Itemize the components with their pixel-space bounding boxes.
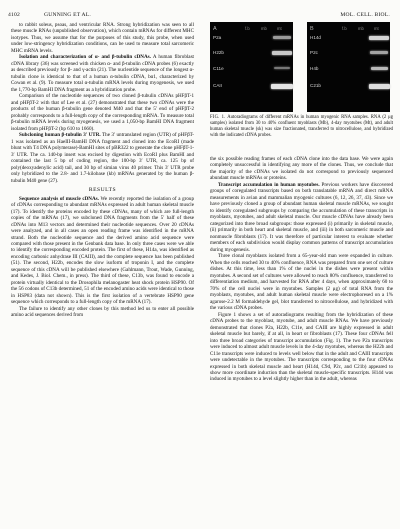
band-label: H14d — [310, 35, 321, 40]
paragraph-text: Comparison of the nucleotide sequences of two cloned β-tubulin cDNAs pHFβT-1 and pHFβT-2 with that of Lee et al. (27) demonstrated that these two cDNAs were the products of the human β-tubulin gene denoted M40 and that the 5′ end of pHFβT-2 probably corresponds to a full-length copy of the corresponding mRNA. To measure total β-tubulin mRNA levels during myogenesis, we used a 1,050-bp BamHI DNA fragment isolated from pHFβT-2 (bp 610 to 1660). — [11, 93, 194, 132]
band-label: C11e — [213, 66, 224, 71]
paragraph-text: A human fibroblast cDNA library (36) was screened with chicken α- and β-tubulin cDNA probes (6) exactly as described previously for β- and γ-actin (21). The nucleotide sequence of the longest α-tubulin clone is identical to that of a human α-tubulin cDNA, bα1, characterized by Cowan et al. (9). To measure total α-tubulin mRNA levels during myogenesis, we used the 1,770-bp BamHI DNA fragment as a hybridization probe. — [11, 54, 194, 93]
left-text-column — [11, 22, 194, 527]
paragraph-text: The failure to identify any other clones by this method led us to enter all possible amino acid sequences derived from — [11, 305, 194, 319]
paragraph — [11, 132, 194, 184]
lane-label: mt — [374, 26, 379, 31]
band-label: C21b — [310, 83, 321, 88]
running-head-journal: MOL. CELL. BIOL. — [340, 12, 390, 18]
band-label: H4b — [310, 66, 319, 71]
paragraph-runin-heading: Transcript accumulation in human myotubes. — [218, 181, 320, 188]
paragraph-runin-heading: Isolation and characterization of α- and β-tubulin cDNAs. — [19, 54, 151, 61]
panel-letter: B — [310, 26, 314, 32]
lane-label: mb — [358, 26, 364, 31]
band-label: P2c — [310, 50, 318, 55]
running-head-authors: GUNNING ET AL. — [44, 12, 91, 18]
paragraph-text: the six possible reading frames of each cDNA clone into the data base. We were again completely unsuccessful in identifying any more of the clones. Thus, we conclude that the majority of the cDNAs we isolated do not correspond to previously sequenced abundant muscle mRNAs or proteins. — [210, 156, 393, 182]
blot-panel-b — [307, 22, 390, 112]
paragraph-text: to rabbit soleus, psoas, and ventricular RNA. Strong hybridization was seen to all these muscle RNAs (unpublished observation), which contain mRNAs for different MHC isotypes. Thus, we assume that for the purposes of this study, this probe, when used under low-stringency hybridization conditions, can be used to measure total sarcomeric MHC mRNA levels. — [11, 22, 194, 54]
paragraph-text: Three clonal myoblasts isolated from a 65-year-old man were expanded in culture. When the cells reached 30 to 40% confluence, RNA was prepared from one set of culture dishes. At this time, less than 1% of the nuclei in the dishes were present within myotubes. A second set of cultures were allowed to reach 80% confluence, transferred to differentiation medium, and harvested for RNA after 4 days, when approximately 60 to 70% of the cell nuclei were in myotubes. Samples (2 μg) of total RNA from the myoblasts, myotubes, and adult human skeletal muscle were electrophoresed on a 1% agarose-2.2 M formaldehyde gel, blot transferred to nitrocellulose, and hybridized with the various cDNA probes. — [210, 253, 393, 312]
lane-label: f.b — [245, 26, 250, 31]
blot-panel-a — [210, 22, 293, 112]
paragraph — [11, 22, 194, 54]
figure-caption-label: FIG. 1. — [210, 115, 226, 120]
right-text-column — [210, 156, 393, 526]
paragraph-text: We recently reported the isolation of a group of cDNAs corresponding to abundant mRNAs expressed in adult human skeletal muscle (17). To identify the proteins encoded by these cDNAs, many of which are full-length copies of the mRNAs (17), we subcloned DNA fragments from the 5′ half of these cDNAs into M13 vectors and determined their nucleotide sequences. Over 20 cDNAs were analyzed, and in all cases an open reading frame was identified in the mRNA strand. Both the nucleotide sequence and the derived amino acid sequence were compared with those present in the Genbank data base. In only three cases were we able to identify the corresponding encoded protein. The first of these, H14a, was identified as encoding carbonic anhydrase III (CAIII), and the complete sequence has been published (51). The second, H22b, encodes the slow isoform of troponin I, and the complete sequence of this cDNA will be published elsewhere (Gahlmann, Trout, Wade, Gunning, and Kedes, J. Biol. Chem., in press). The third of these, C13b, was found to encode a protein virtually identical to the Drosophila melanogaster heat shock protein HSP90. Of the 56 codons of C13b determined, 51 of the encoded amino acids were identical to those in HSP83 (data not shown). This is the first isolation of a vertebrate HSP90 gene sequence which corresponds to a full-length copy of the mRNA (17). — [11, 195, 194, 306]
band-label: H22b — [213, 50, 224, 55]
hybridization-band — [371, 67, 388, 70]
section-heading: RESULTS — [88, 187, 117, 194]
page-header — [8, 10, 392, 20]
hybridization-band — [369, 84, 390, 89]
lane-label: f.b — [342, 26, 347, 31]
paragraph — [11, 54, 194, 93]
hybridization-band — [370, 51, 388, 54]
paragraph — [11, 306, 194, 319]
figure-caption-text: Autoradiograms of different mRNAs in human myogenic RNA samples. RNA (2 μg samples) isolated from 30 to 40% confluent myoblasts (Mb), 4-day myotubes (Mt), and adult human skeletal muscle (sk) was size fractionated, transferred to nitrocellulose, and hybridized with the indicated cDNA probes. — [210, 115, 393, 138]
paragraph-text: The 3′ untranslated region (UTR) of pHFβT-1 was isolated as an HaeIII-BamHI DNA fragment and cloned into the EcoRI (made blunt with T4 DNA polymerase)-BamHI sites of pBR322 to generate the clone pHFβT-1-3′ UTR. The ca. 140-bp insert was excised by digestion with EcoRI plus BamHI and contained the last 5 bp of coding region, the 100-bp 3′ UTR, ca. 125 bp of poly(deoxyadenylic acid) tail, and 30 bp of simian virus 40 primer. This 3′ UTR probe only hybridized to the 2.8- and 1.7-kilobase (kb) mRNAs generated by the human β-tubulin M40 gene (27). — [11, 132, 194, 184]
paragraph-runin-heading: Sequence analysis of muscle cDNAs. — [19, 195, 99, 202]
paragraph-runin-heading: Subcloning human β-tubulin 3′ UTR. — [19, 132, 101, 139]
hybridization-band — [272, 51, 292, 55]
panel-letter: A — [213, 26, 217, 32]
paragraph — [210, 253, 393, 311]
hybridization-band — [274, 67, 290, 69]
lane-label: mt — [277, 26, 282, 31]
northern-blot-figure — [210, 22, 393, 112]
hybridization-band — [271, 84, 293, 89]
paragraph — [11, 196, 194, 306]
paragraph-text: Previous workers have discovered groups of coregulated transcripts based on both translatable mRNA and direct mRNA measurements in avian and mammalian myogenic cultures (6, 12, 26, 37, 43). Since we have previously cloned a group of abundant human skeletal muscle mRNAs, we sought to identify coregulated subgroups by comparing the accumulation of these transcripts in myoblasts, myotubes, and adult skeletal muscle. Our muscle cDNAs have already been categorized into three broad subgroups: those expressed (i) primarily in skeletal muscle, (ii) primarily in both heart and skeletal muscle, and (iii) in both sarcomeric muscle and nonmuscle fibroblasts (17). It was therefore of particular interest to evaluate whether members of each subdivision would display common patterns of transcript accumulation during myogenesis. — [210, 181, 393, 253]
paragraph — [210, 182, 393, 253]
hybridization-band — [369, 36, 389, 40]
band-label: CAII — [213, 83, 222, 88]
page-number: 4102 — [8, 12, 20, 18]
lane-label: mb — [261, 26, 267, 31]
paragraph — [210, 156, 393, 182]
paragraph — [210, 312, 393, 383]
paragraph — [11, 93, 194, 132]
figure-caption — [210, 115, 393, 139]
band-label: P2a — [213, 35, 222, 40]
hybridization-band — [273, 36, 291, 39]
paragraph-text: Figure 1 shows a set of autoradiograms resulting from the hybridization of these cDNA probes to the myoblast, myotube, and adult muscle RNAs. We have previously demonstrated that clones P2a, H22b, C11e, and CAIII are highly expressed in adult skeletal muscle but barely, if at all, in heart or fibroblasts (17). These four cDNAs fell into three broad categories of transcript accumulation (Fig. 1). The two P2a transcripts were induced to almost adult muscle levels in the 4-day myotubes, whereas the H22b and C11e transcripts were induced to levels well below that in the adult and CAIII transcripts were undetectable in the myotubes. The transcripts corresponding to the four cDNAs expressed in both skeletal muscle and heart (H14d, C9d, P2c, and C21b) appeared to show more coordinate induction than the skeletal muscle-specific transcripts. H14d was induced in myotubes to a level slightly higher than in the adult, whereas — [210, 311, 393, 383]
